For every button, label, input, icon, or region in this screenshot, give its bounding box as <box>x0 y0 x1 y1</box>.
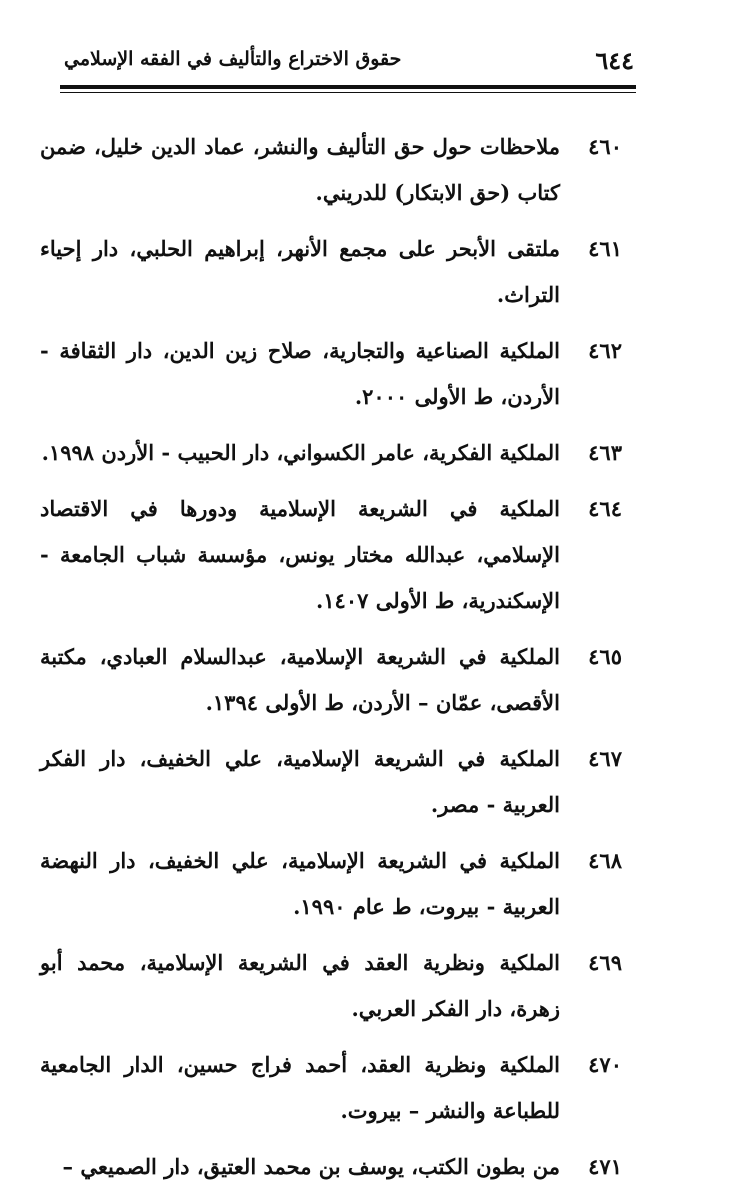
header-rule-thick <box>60 85 636 89</box>
entry-text: الملكية في الشريعة الإسلامية، عبدالسلام العبادي، مكتبة الأقصى، عمّان – الأردن، ط الأولى ١٣٩٤. <box>40 644 560 715</box>
entry-text: من بطون الكتب، يوسف بن محمد العتيق، دار الصميعي – <box>62 1154 560 1179</box>
entry-text: الملكية في الشريعة الإسلامية، علي الخفيف، دار النهضة العربية - بيروت، ط عام ١٩٩٠. <box>40 848 560 919</box>
entry-text: الملكية ونظرية العقد في الشريعة الإسلامية، محمد أبو زهرة، دار الفكر العربي. <box>40 950 560 1021</box>
bibliography-entry-469 <box>40 940 622 1032</box>
bibliography-entry-470 <box>40 1042 622 1134</box>
bibliography-entry-468 <box>40 838 622 930</box>
entry-number: ٤٦٢ <box>588 338 622 363</box>
entry-number: ٤٦١ <box>588 236 622 261</box>
entry-number: ٤٦٥ <box>588 644 622 669</box>
bibliography-entry-467 <box>40 736 622 828</box>
entry-number: ٤٦٠ <box>588 134 622 159</box>
entry-text: ملاحظات حول حق التأليف والنشر، عماد الدين خليل، ضمن كتاب (حق الابتكار) للدريني. <box>40 134 560 205</box>
header-rule-thin <box>60 92 636 93</box>
bibliography-entry-465 <box>40 634 622 726</box>
bibliography-entry-460 <box>40 124 622 216</box>
bibliography-list <box>40 124 622 1200</box>
bibliography-entry-461 <box>40 226 622 318</box>
entry-number: ٤٦٨ <box>588 848 622 873</box>
running-title: حقوق الاختراع والتأليف في الفقه الإسلامي <box>64 48 402 70</box>
entry-number: ٤٦٣ <box>588 440 622 465</box>
entry-number: ٤٦٧ <box>588 746 622 771</box>
bibliography-entry-462 <box>40 328 622 420</box>
entry-text: الملكية في الشريعة الإسلامية، علي الخفيف، دار الفكر العربية - مصر. <box>40 746 560 817</box>
bibliography-entry-471 <box>40 1144 622 1190</box>
bibliography-entry-464 <box>40 486 622 624</box>
bibliography-entry-463 <box>40 430 622 476</box>
entry-number: ٤٧٠ <box>588 1052 622 1077</box>
entry-text: الملكية في الشريعة الإسلامية ودورها في الاقتصاد الإسلامي، عبدالله مختار يونس، مؤسسة شباب الجامعة - الإسكندرية، ط الأولى ١٤٠٧. <box>40 496 560 613</box>
entry-text: الملكية الصناعية والتجارية، صلاح زين الدين، دار الثقافة - الأردن، ط الأولى ٢٠٠٠. <box>40 338 560 409</box>
entry-text: الملكية ونظرية العقد، أحمد فراج حسين، الدار الجامعية للطباعة والنشر – بيروت. <box>40 1052 560 1123</box>
entry-number: ٤٧١ <box>588 1154 622 1179</box>
entry-text: الملكية الفكرية، عامر الكسواني، دار الحبيب - الأردن ١٩٩٨. <box>41 440 560 465</box>
page-header <box>64 46 634 86</box>
entry-number: ٤٦٩ <box>588 950 622 975</box>
entry-text: ملتقى الأبحر على مجمع الأنهر، إبراهيم الحلبي، دار إحياء التراث. <box>40 236 560 307</box>
entry-number: ٤٦٤ <box>588 496 622 521</box>
page-number: ٦٤٤ <box>595 46 634 75</box>
